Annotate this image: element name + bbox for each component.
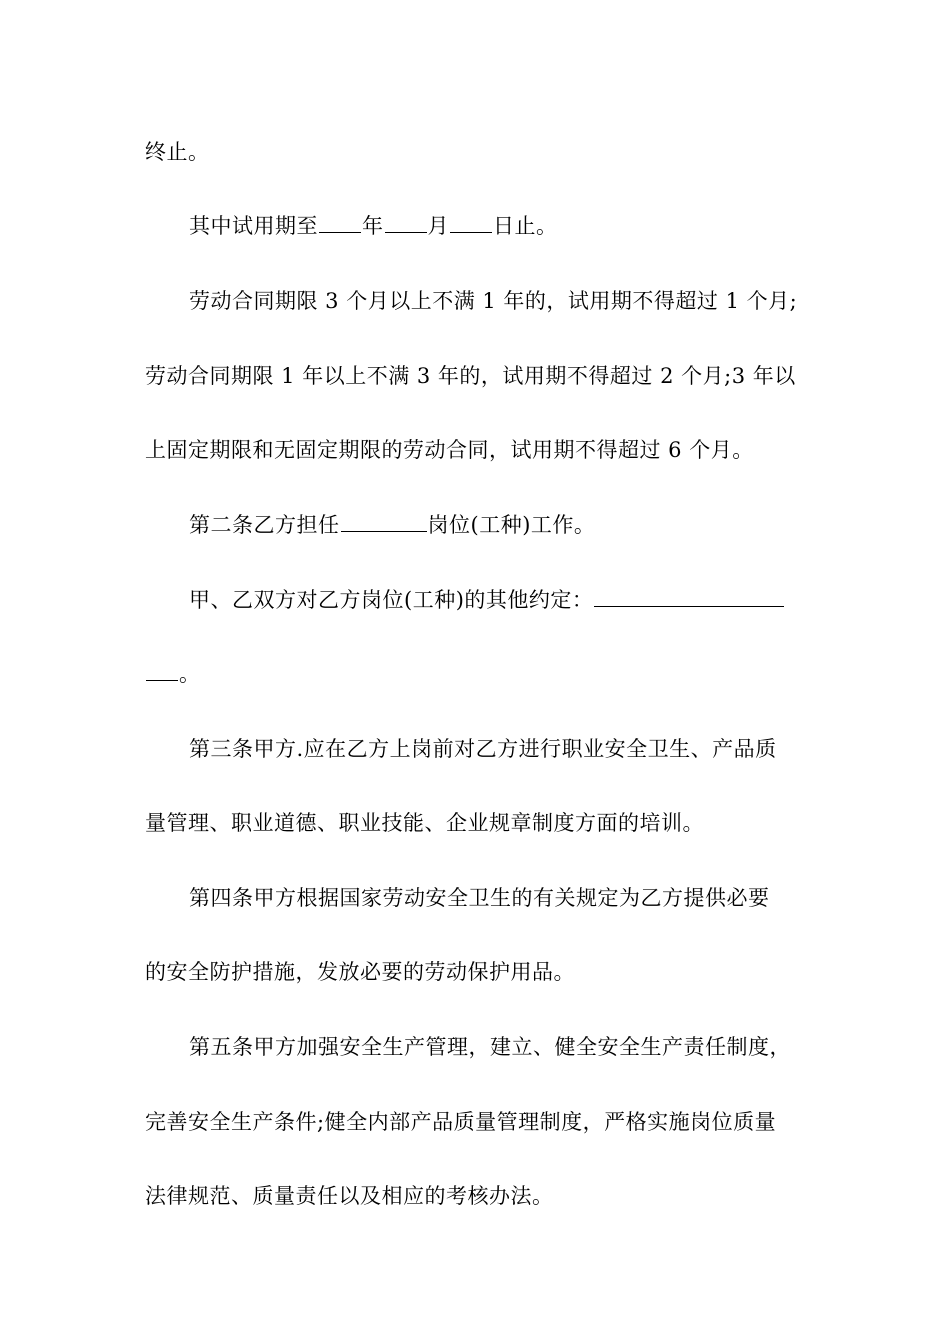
article-5-line-1 — [189, 1032, 854, 1062]
month-blank — [385, 212, 427, 233]
text-segment: 上固定期限和无固定期限的劳动合同，试用期不得超过 6 个月。 — [145, 438, 754, 462]
agreement-blank-cont — [146, 660, 178, 681]
text-segment: 第五条甲方加强安全生产管理，建立、健全安全生产责任制度， — [189, 1035, 791, 1059]
text-segment: 其中试用期至 — [189, 214, 318, 238]
paragraph-line-5 — [145, 435, 810, 465]
day-blank — [450, 212, 492, 233]
text-segment: 完善安全生产条件;健全内部产品质量管理制度，严格实施岗位质量 — [145, 1110, 777, 1134]
text-segment: 劳动合同期限 3 个月以上不满 1 年的，试用期不得超过 1 个月; — [189, 289, 798, 313]
text-segment: 量管理、职业道德、职业技能、企业规章制度方面的培训。 — [145, 811, 704, 835]
paragraph-line-3 — [189, 286, 854, 316]
article-4-line-1 — [189, 883, 854, 913]
article-4-line-2 — [145, 957, 810, 987]
article-5-line-2 — [145, 1107, 810, 1137]
other-agreement-line — [189, 585, 854, 615]
article-5-line-3 — [145, 1181, 810, 1211]
text-segment: 月 — [427, 214, 449, 238]
text-segment: 第四条甲方根据国家劳动安全卫生的有关规定为乙方提供必要 — [189, 886, 770, 910]
text-segment: 年 — [362, 214, 384, 238]
paragraph-line-4 — [145, 361, 810, 391]
text-segment: 的安全防护措施，发放必要的劳动保护用品。 — [145, 960, 575, 984]
paragraph-line-1 — [145, 137, 810, 167]
text-segment: 岗位(工种)工作。 — [427, 513, 596, 537]
text-segment: 。 — [179, 662, 201, 686]
text-segment: 劳动合同期限 1 年以上不满 3 年的，试用期不得超过 2 个月;3 年以 — [145, 364, 796, 388]
agreement-blank-continuation — [145, 659, 810, 689]
text-segment: 终止。 — [145, 140, 210, 164]
text-segment: 第二条乙方担任 — [189, 513, 340, 537]
article-3-line-1 — [189, 734, 854, 764]
year-blank — [319, 212, 361, 233]
article-3-line-2 — [145, 808, 810, 838]
probation-end-date-line — [189, 211, 854, 241]
text-segment: 第三条甲方.应在乙方上岗前对乙方进行职业安全卫生、产品质 — [189, 737, 777, 761]
text-segment: 甲、乙双方对乙方岗位(工种)的其他约定： — [189, 588, 594, 612]
position-blank — [341, 511, 427, 532]
text-segment: 日止。 — [493, 214, 558, 238]
agreement-blank — [594, 586, 784, 607]
text-segment: 法律规范、质量责任以及相应的考核办法。 — [145, 1184, 554, 1208]
article-2-line — [189, 510, 854, 540]
